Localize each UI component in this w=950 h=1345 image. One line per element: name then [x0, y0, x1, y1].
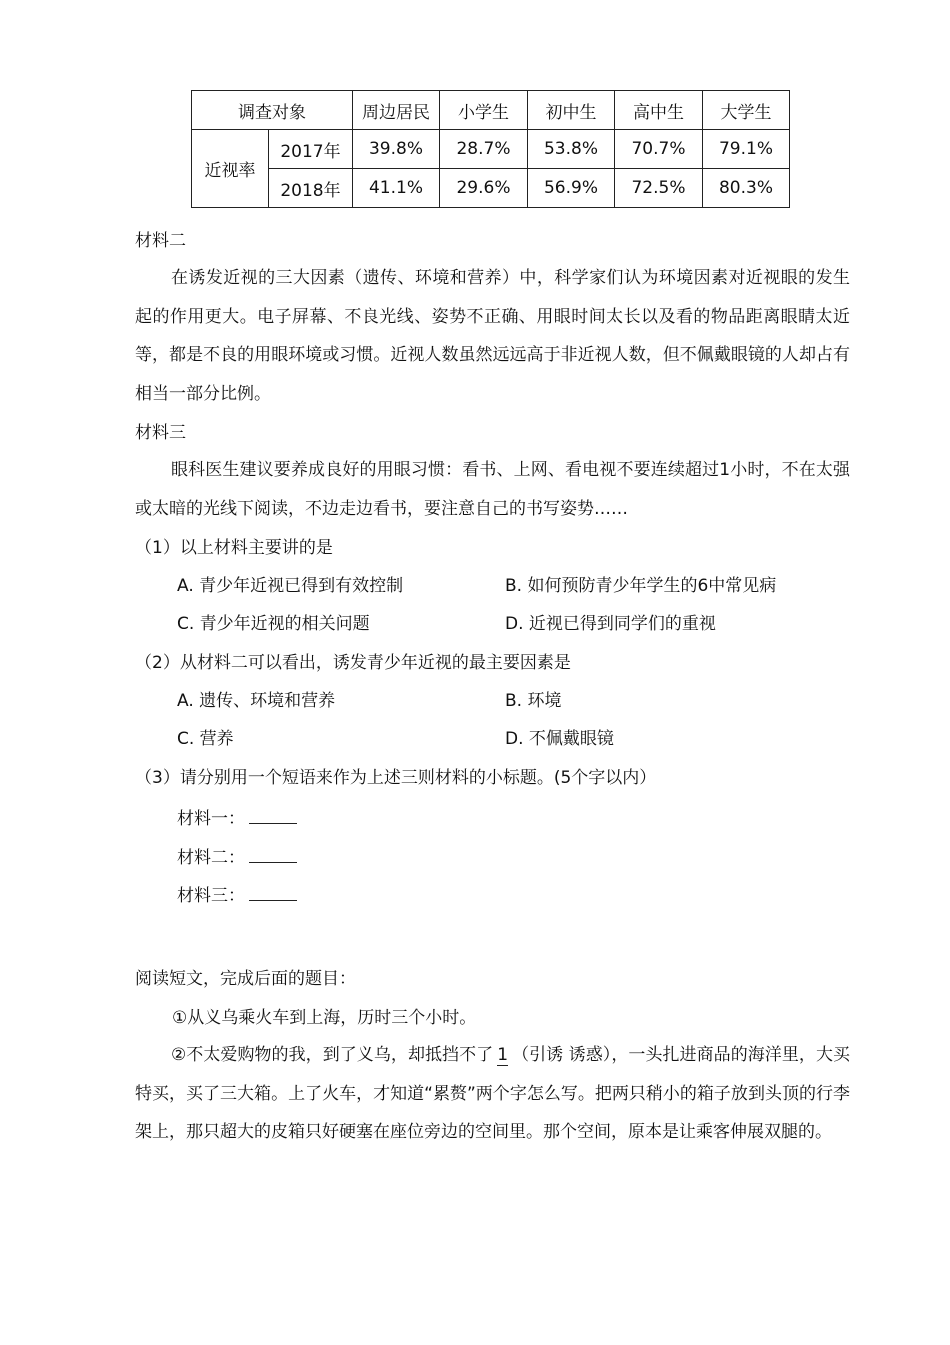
table-row — [192, 130, 790, 169]
myopia-rate-table — [191, 90, 790, 208]
year-cell: 2018年 — [269, 169, 353, 208]
table-header-cell: 周边居民 — [353, 91, 440, 130]
table-cell: 79.1% — [703, 130, 790, 169]
question-3-stem: （3）请分别用一个短语来作为上述三则材料的小标题。(5个字以内） — [135, 768, 657, 788]
table-header-cell: 高中生 — [615, 91, 703, 130]
table-header-cell: 小学生 — [440, 91, 528, 130]
table-cell: 41.1% — [353, 169, 440, 208]
q3-material2-row — [177, 844, 297, 869]
table-header-row — [192, 91, 790, 130]
table-header-cell: 大学生 — [703, 91, 790, 130]
reading-p2-blank[interactable]: 1 — [497, 1045, 509, 1065]
material2-text: 在诱发近视的三大因素（遗传、环境和营养）中，科学家们认为环境因素对近视眼的发生起的作用更大。电子屏幕、不良光线、姿势不正确、用眼时间太长以及看的物品距离眼睛太近等，都是不良的用眼环境或习惯。近视人数虽然远远高于非近视人数，但不佩戴眼镜的人却占有相当一部分比例。 — [135, 268, 850, 404]
q3-material1-label: 材料一： — [177, 809, 245, 829]
year-cell: 2017年 — [269, 130, 353, 169]
table-cell: 29.6% — [440, 169, 528, 208]
q2-option-b[interactable]: B. 环境 — [505, 691, 562, 711]
table-row — [192, 169, 790, 208]
reading-paragraph-1: ①从义乌乘火车到上海，历时三个小时。 — [172, 1008, 477, 1028]
material3-title: 材料三 — [135, 423, 186, 443]
table-header-cell: 调查对象 — [192, 91, 353, 130]
q3-material2-label: 材料二： — [177, 848, 245, 868]
reading-p2-before: ②不太爱购物的我，到了义乌，却抵挡不了 — [171, 1045, 494, 1065]
q3-material1-blank[interactable] — [249, 805, 297, 824]
table-header-cell: 初中生 — [528, 91, 615, 130]
q1-option-a[interactable]: A. 青少年近视已得到有效控制 — [177, 576, 404, 596]
material3-text: 眼科医生建议要养成良好的用眼习惯：看书、上网、看电视不要连续超过1小时，不在太强或太暗的光线下阅读，不边走边看书，要注意自己的书写姿势…… — [135, 460, 850, 519]
q3-material3-blank[interactable] — [249, 882, 297, 901]
q2-option-c[interactable]: C. 营养 — [177, 729, 234, 749]
table-cell: 56.9% — [528, 169, 615, 208]
table-cell: 72.5% — [615, 169, 703, 208]
q3-material2-blank[interactable] — [249, 844, 297, 863]
material2-title: 材料二 — [135, 231, 186, 251]
table-cell: 53.8% — [528, 130, 615, 169]
q1-option-b[interactable]: B. 如何预防青少年学生的6中常见病 — [505, 576, 777, 596]
q3-material1-row — [177, 805, 297, 830]
table-cell: 80.3% — [703, 169, 790, 208]
q1-option-c[interactable]: C. 青少年近视的相关问题 — [177, 614, 370, 634]
table-cell: 28.7% — [440, 130, 528, 169]
table-cell: 39.8% — [353, 130, 440, 169]
row-label-cell: 近视率 — [192, 130, 269, 208]
q3-material3-label: 材料三： — [177, 886, 245, 906]
q1-option-d[interactable]: D. 近视已得到同学们的重视 — [505, 614, 716, 634]
reading-intro: 阅读短文，完成后面的题目： — [135, 969, 356, 989]
question-2-stem: （2）从材料二可以看出，诱发青少年近视的最主要因素是 — [135, 653, 571, 673]
q3-material3-row — [177, 882, 297, 907]
table-cell: 70.7% — [615, 130, 703, 169]
reading-paragraph-2 — [135, 1036, 850, 1152]
q2-option-d[interactable]: D. 不佩戴眼镜 — [505, 729, 614, 749]
q2-option-a[interactable]: A. 遗传、环境和营养 — [177, 691, 336, 711]
question-1-stem: （1）以上材料主要讲的是 — [135, 538, 333, 558]
reading-p2-after: （引诱 诱惑），一头扎进商品的海洋里，大买特买，买了三大箱。上了火车，才知道“累赘”两个字怎么写。把两只稍小的箱子放到头顶的行李架上，那只超大的皮箱只好硬塞在座位旁边的空间里。那个空间，原本是让乘客伸展双腿的。 — [135, 1045, 850, 1142]
